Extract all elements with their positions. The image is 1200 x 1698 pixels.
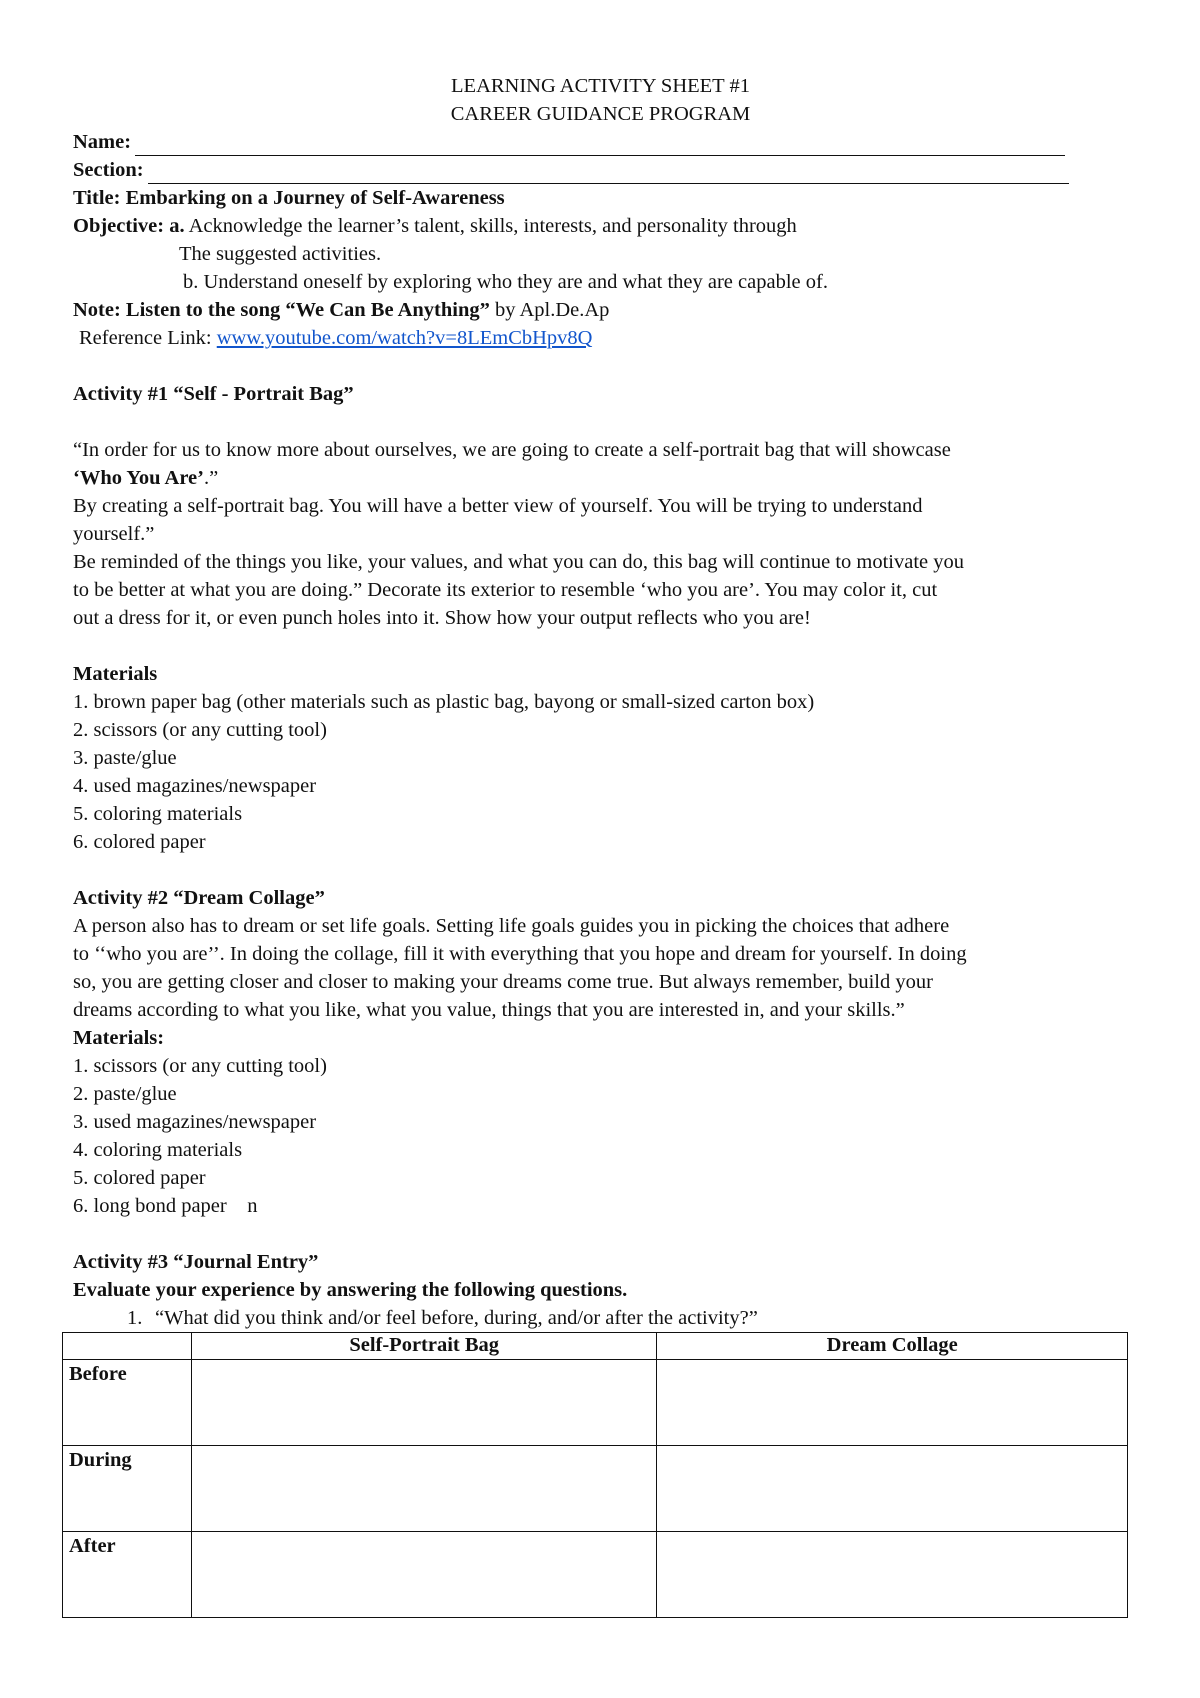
table-header-row [63,1333,1128,1360]
objective-a: Objective: a. Acknowledge the learner’s talent, skills, interests, and personality through [73,215,797,237]
note: Note: Listen to the song “We Can Be Anything” by Apl.De.Ap [73,299,610,321]
name-blank-line[interactable] [135,134,1065,156]
activity1-materials-list [73,688,1128,856]
list-item: 2. scissors (or any cutting tool) [73,719,327,741]
list-item: 2. paste/glue [73,1083,177,1105]
sheet-title: LEARNING ACTIVITY SHEET #1 [451,75,750,97]
list-item: 3. paste/glue [73,747,177,769]
activity1-para2-line2: yourself.” [73,523,155,545]
during-dream-collage-cell[interactable] [657,1446,1128,1532]
section-field[interactable] [73,156,1069,184]
activity3-instruction: Evaluate your experience by answering the following questions. [73,1279,628,1301]
objective-a-continued: The suggested activities. [179,243,382,265]
activity2-heading: Activity #2 “Dream Collage” [73,887,325,909]
after-dream-collage-cell[interactable] [657,1532,1128,1618]
table-row [63,1360,1128,1446]
activity2-materials-list [73,1052,1128,1220]
table-row [63,1446,1128,1532]
list-item: 3. used magazines/newspaper [73,1111,317,1133]
name-field[interactable] [73,128,1065,156]
row-label-after: After [63,1532,192,1618]
activity1-para1: “In order for us to know more about ourselves, we are going to create a self-portrait bag that will showcase [73,439,951,461]
reference-link[interactable]: www.youtube.com/watch?v=8LEmCbHpv8Q [216,327,593,349]
row-label-before: Before [63,1360,192,1446]
paragraph-line: to ‘‘who you are’’. In doing the collage, fill it with everything that you hope and dream for yourself. In doing [73,943,967,965]
section-blank-line[interactable] [148,162,1069,184]
activity-title: Title: Embarking on a Journey of Self-Awareness [73,187,505,209]
before-dream-collage-cell[interactable] [657,1360,1128,1446]
table-header-self-portrait-bag: Self-Portrait Bag [191,1333,657,1360]
paragraph-line: so, you are getting closer and closer to making your dreams come true. But always remember, build your [73,971,933,993]
during-self-portrait-cell[interactable] [191,1446,657,1532]
program-title: CAREER GUIDANCE PROGRAM [450,103,751,125]
activity1-para3-line1: Be reminded of the things you like, your values, and what you can do, this bag will continue to motivate you [73,551,965,573]
activity2-paragraph [73,912,1128,1024]
list-item: 5. colored paper [73,1167,206,1189]
row-label-during: During [63,1446,192,1532]
activity2-materials-heading: Materials: [73,1027,165,1049]
activity3-heading: Activity #3 “Journal Entry” [73,1251,319,1273]
list-item: 6. long bond paper n [73,1195,258,1217]
before-self-portrait-cell[interactable] [191,1360,657,1446]
paragraph-line: A person also has to dream or set life goals. Setting life goals guides you in picking the choices that adhere [73,915,950,937]
activity1-para3-line3: out a dress for it, or even punch holes into it. Show how your output reflects who you are! [73,607,811,629]
journal-table [62,1332,1128,1618]
name-label: Name: [73,131,132,153]
table-header-dream-collage: Dream Collage [657,1333,1128,1360]
activity3-question-1: 1. “What did you think and/or feel before, during, and/or after the activity?” [127,1307,758,1329]
activity1-para2-line1: By creating a self-portrait bag. You will have a better view of yourself. You will be trying to understand [73,495,923,517]
after-self-portrait-cell[interactable] [191,1532,657,1618]
list-item: 4. used magazines/newspaper [73,775,317,797]
paragraph-line: dreams according to what you like, what you value, things that you are interested in, and your skills.” [73,999,905,1021]
activity1-heading: Activity #1 “Self - Portrait Bag” [73,383,354,405]
list-item: 1. brown paper bag (other materials such as plastic bag, bayong or small-sized carton box) [73,691,815,713]
activity1-para3-line2: to be better at what you are doing.” Decorate its exterior to resemble ‘who you are’. You may color it, cut [73,579,938,601]
table-header-empty [63,1333,192,1360]
objective-b: b. Understand oneself by exploring who they are and what they are capable of. [183,271,828,293]
table-row [63,1532,1128,1618]
activity1-materials-heading: Materials [73,663,158,685]
reference: Reference Link: www.youtube.com/watch?v=8LEmCbHpv8Q [79,327,593,349]
list-item: 1. scissors (or any cutting tool) [73,1055,327,1077]
list-item: 4. coloring materials [73,1139,243,1161]
list-item: 6. colored paper [73,831,206,853]
section-label: Section: [73,159,144,181]
list-item: 5. coloring materials [73,803,243,825]
activity1-para1-end: ‘Who You Are’.” [73,467,219,489]
